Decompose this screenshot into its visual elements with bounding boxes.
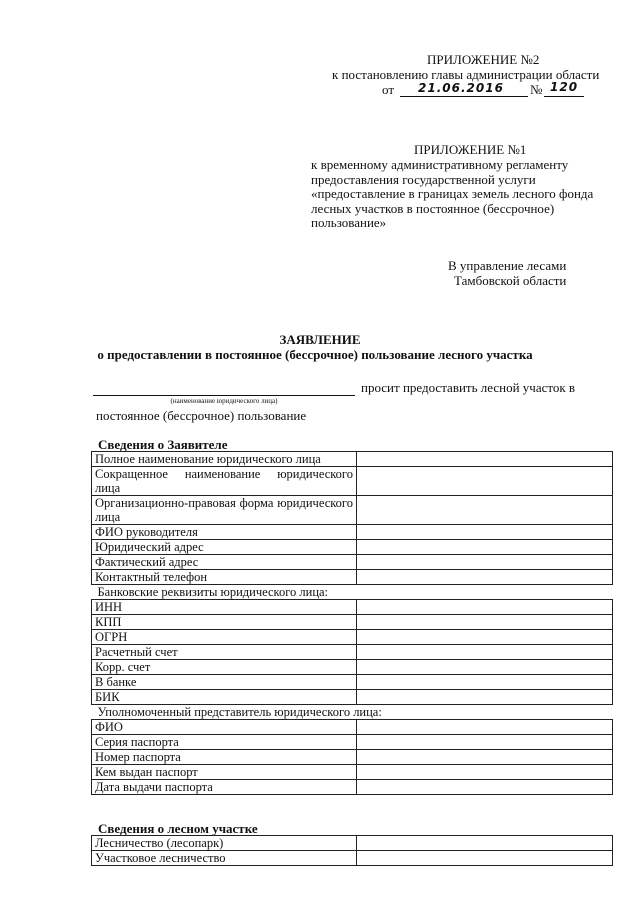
table-row xyxy=(92,600,613,615)
table-row xyxy=(92,525,613,540)
handwritten-number: 120 xyxy=(550,80,579,94)
bank-value-cell[interactable] xyxy=(357,675,613,690)
number-field xyxy=(544,82,584,97)
table-row xyxy=(92,836,613,851)
table-row xyxy=(92,660,613,675)
forest-section-heading: Сведения о лесном участке xyxy=(98,821,258,836)
addressee-line: В управление лесами xyxy=(448,258,567,273)
legal-entity-name-field[interactable] xyxy=(93,381,355,396)
table-row xyxy=(92,675,613,690)
statement-subtitle: о предоставлении в постоянное (бессрочное) пользование лесного участка xyxy=(97,347,533,362)
appendix2-line: к постановлению главы администрации области xyxy=(332,67,600,82)
ogrn-value-cell[interactable] xyxy=(357,630,613,645)
table-row xyxy=(92,585,613,600)
inn-label: ИНН xyxy=(92,600,357,615)
forestry-value-cell[interactable] xyxy=(357,836,613,851)
legal-address-value-cell[interactable] xyxy=(357,540,613,555)
appendix1-line: предоставления государственной услуги xyxy=(311,171,536,187)
table-row xyxy=(92,630,613,645)
date-field xyxy=(400,82,528,97)
table-row xyxy=(92,496,613,525)
handwritten-date: 21.06.2016 xyxy=(418,81,504,95)
appendix2-title: ПРИЛОЖЕНИЕ №2 xyxy=(427,52,540,67)
passport-series-label: Серия паспорта xyxy=(92,735,357,750)
phone-value-cell[interactable] xyxy=(357,570,613,585)
addressee-line: Тамбовской области xyxy=(454,273,567,288)
appendix2-number-prefix: № xyxy=(530,82,543,97)
full-name-value-cell[interactable] xyxy=(357,452,613,467)
forest-table xyxy=(91,835,613,866)
district-forestry-value-cell[interactable] xyxy=(357,851,613,866)
appendix1-line: «предоставление в границах земель лесного фонда xyxy=(311,186,594,201)
table-row xyxy=(92,750,613,765)
appendix1-line: лесных участков в постоянное (бессрочное) xyxy=(311,200,555,216)
table-row xyxy=(92,720,613,735)
passport-date-value-cell[interactable] xyxy=(357,780,613,795)
inn-value-cell[interactable] xyxy=(357,600,613,615)
table-row xyxy=(92,570,613,585)
table-row xyxy=(92,780,613,795)
corr-account-label: Корр. счет xyxy=(92,660,357,675)
passport-date-label: Дата выдачи паспорта xyxy=(92,780,357,795)
table-row xyxy=(92,467,613,496)
table-row xyxy=(92,705,613,720)
passport-number-value-cell[interactable] xyxy=(357,750,613,765)
passport-number-label: Номер паспорта xyxy=(92,750,357,765)
bank-label: В банке xyxy=(92,675,357,690)
legal-form-value-cell[interactable] xyxy=(357,496,613,525)
director-name-value-cell[interactable] xyxy=(357,525,613,540)
district-forestry-label: Участковое лесничество xyxy=(92,851,357,866)
settlement-account-value-cell[interactable] xyxy=(357,645,613,660)
short-name-label: Сокращенное наименование юридического лица xyxy=(92,467,357,496)
table-row xyxy=(92,452,613,467)
representative-heading: Уполномоченный представитель юридического лица: xyxy=(92,705,613,720)
representative-name-label: ФИО xyxy=(92,720,357,735)
request-text-line2: постоянное (бессрочное) пользование xyxy=(96,408,307,423)
bik-label: БИК xyxy=(92,690,357,705)
appendix1-line: к временному административному регламенту xyxy=(311,157,569,172)
actual-address-label: Фактический адрес xyxy=(92,555,357,570)
settlement-account-label: Расчетный счет xyxy=(92,645,357,660)
full-name-label: Полное наименование юридического лица xyxy=(92,452,357,467)
bik-value-cell[interactable] xyxy=(357,690,613,705)
corr-account-value-cell[interactable] xyxy=(357,660,613,675)
applicant-table xyxy=(91,451,613,795)
legal-entity-name-hint: (наименование юридического лица) xyxy=(170,397,278,405)
kpp-label: КПП xyxy=(92,615,357,630)
request-text: просит предоставить лесной участок в xyxy=(361,380,576,395)
appendix1-text xyxy=(311,158,593,231)
forestry-label: Лесничество (лесопарк) xyxy=(92,836,357,851)
phone-label: Контактный телефон xyxy=(92,570,357,585)
kpp-value-cell[interactable] xyxy=(357,615,613,630)
table-row xyxy=(92,615,613,630)
appendix2-from-prefix: от xyxy=(382,82,395,97)
passport-issuer-label: Кем выдан паспорт xyxy=(92,765,357,780)
ogrn-label: ОГРН xyxy=(92,630,357,645)
short-name-value-cell[interactable] xyxy=(357,467,613,496)
appendix1-title: ПРИЛОЖЕНИЕ №1 xyxy=(414,142,527,157)
table-row xyxy=(92,690,613,705)
table-row xyxy=(92,851,613,866)
table-row xyxy=(92,735,613,750)
appendix1-line: пользование» xyxy=(311,215,387,230)
passport-series-value-cell[interactable] xyxy=(357,735,613,750)
table-row xyxy=(92,765,613,780)
table-row xyxy=(92,645,613,660)
passport-issuer-value-cell[interactable] xyxy=(357,765,613,780)
bank-details-heading: Банковские реквизиты юридического лица: xyxy=(92,585,613,600)
director-name-label: ФИО руководителя xyxy=(92,525,357,540)
legal-address-label: Юридический адрес xyxy=(92,540,357,555)
table-row xyxy=(92,540,613,555)
representative-name-value-cell[interactable] xyxy=(357,720,613,735)
statement-title: ЗАЯВЛЕНИЕ xyxy=(279,332,361,347)
table-row xyxy=(92,555,613,570)
applicant-section-heading: Сведения о Заявителе xyxy=(98,437,228,452)
actual-address-value-cell[interactable] xyxy=(357,555,613,570)
legal-form-label: Организационно-правовая форма юридического лица xyxy=(92,496,357,525)
